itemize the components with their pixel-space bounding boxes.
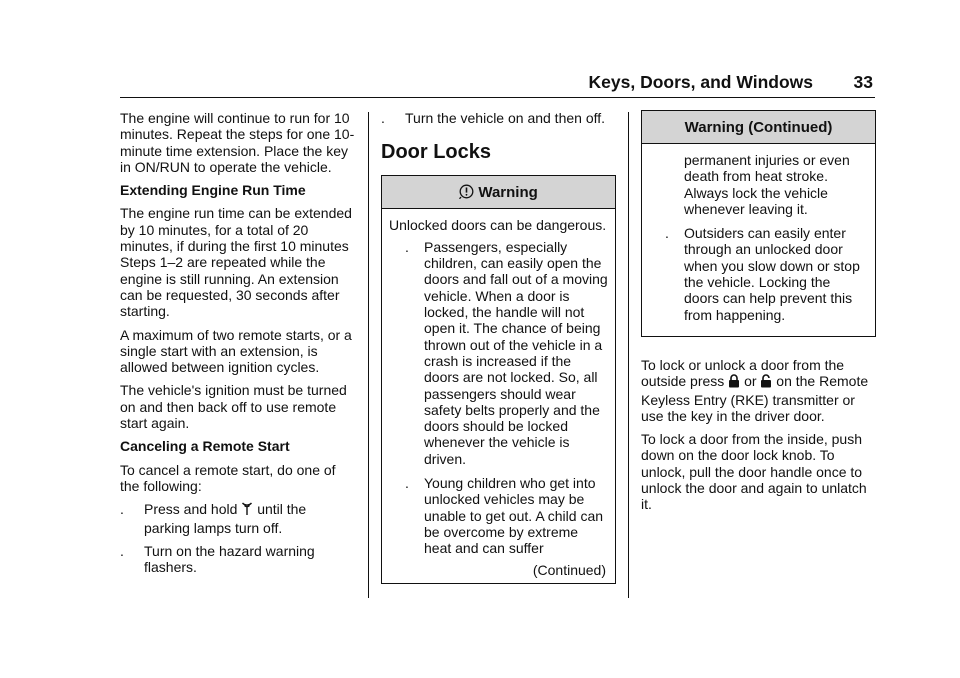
bullet-text: Passengers, especially children, can easily open the doors and fall out of a moving vehicle. When a door is locked, the handle will not open it. The chance of being thrown out of the vehicle in a crash is increased if the doors are not locked. So, all passengers should wear safety belts properly and the doors should be locked whenever the vehicle is driven. <box>424 238 608 467</box>
unlock-icon <box>760 374 772 391</box>
bullet-text: Young children who get into unlocked vehicles may be unable to get out. A child can be overcome by extreme heat and can suffer <box>424 475 604 557</box>
page-number: 33 <box>853 72 873 92</box>
text-lock-outside-b: on the Remote Keyless Entry (RKE) transmitter or use the key in the driver door. <box>641 373 869 424</box>
warning-box <box>381 175 616 584</box>
warning-item-children <box>389 475 608 556</box>
bullet-mark: . <box>120 501 124 518</box>
warning-icon <box>459 178 474 211</box>
section-title-door-locks: Door Locks <box>381 141 492 164</box>
warning-header: Warning (Continued) <box>642 111 875 144</box>
bullet-mark: . <box>381 110 385 126</box>
text-lock-outside-a: To lock or unlock a door from the outside press <box>641 356 845 390</box>
list-item-press-hold <box>120 501 355 536</box>
column-right <box>641 110 876 520</box>
paragraph-max-starts: A maximum of two remote starts, or a single start with an extension, is allowed between ignition cycles. <box>120 326 352 376</box>
warning-body <box>382 209 615 583</box>
page-header <box>120 68 875 98</box>
warning-item-outsiders <box>649 225 868 323</box>
warning-item-passengers <box>389 239 608 467</box>
bullet-text: permanent injuries or even death from heat stroke. Always lock the vehicle whenever leaving it. <box>684 152 850 217</box>
bullet-mark: . <box>120 542 124 559</box>
paragraph-ignition: The vehicle's ignition must be turned on and then back off to use remote start again. <box>120 382 347 432</box>
list-item-turn-on-off <box>381 110 616 126</box>
warning-body <box>642 144 875 336</box>
warning-header <box>382 176 615 209</box>
warning-box-continued <box>641 110 876 337</box>
subhead-extending-run-time: Extending Engine Run Time <box>120 182 306 199</box>
bullet-text: Turn the vehicle on and then off. <box>405 110 606 126</box>
paragraph-lock-outside <box>641 357 876 424</box>
column-divider <box>368 112 369 598</box>
warning-intro: Unlocked doors can be dangerous. <box>389 216 607 233</box>
remote-start-icon <box>241 501 253 519</box>
warning-title: Warning <box>478 183 538 201</box>
paragraph-cancel: To cancel a remote start, do one of the following: <box>120 461 336 494</box>
column-divider <box>628 112 629 598</box>
bullet-mark: . <box>405 238 409 255</box>
bullet-text-a: Press and hold <box>144 501 238 518</box>
column-middle <box>381 110 616 584</box>
bullet-text: Turn on the hazard warning flashers. <box>144 542 315 576</box>
warning-continuation <box>649 152 868 217</box>
header-title: Keys, Doors, and Windows <box>588 72 813 92</box>
paragraph-extension: The engine run time can be extended by 10 minutes, for a total of 20 minutes, if during the first 10 minutes Steps 1–2 are repeated while the engine is still running. An extension can be requested, 30 seconds after starting. <box>120 205 352 320</box>
lock-icon <box>728 374 740 391</box>
bullet-mark: . <box>405 475 409 492</box>
bullet-text: Outsiders can easily enter through an unlocked door when you slow down or stop the vehicle. Locking the doors can help prevent this from happening. <box>684 225 860 323</box>
bullet-text-b: until the parking lamps turn off. <box>144 501 307 536</box>
paragraph-lock-inside: To lock a door from the inside, push down on the door lock knob. To unlock, pull the door handle once to unlock the door and again to unlatch it. <box>641 431 867 513</box>
text-or: or <box>744 373 757 390</box>
list-item-hazard <box>120 543 355 576</box>
subhead-canceling: Canceling a Remote Start <box>120 438 290 455</box>
continued-label: (Continued) <box>532 561 606 578</box>
bullet-mark: . <box>665 225 669 242</box>
paragraph-run-time: The engine will continue to run for 10 minutes. Repeat the steps for one 10-minute time extension. Place the key in ON/RUN to operate the vehicle. <box>120 110 355 175</box>
column-left <box>120 110 355 582</box>
